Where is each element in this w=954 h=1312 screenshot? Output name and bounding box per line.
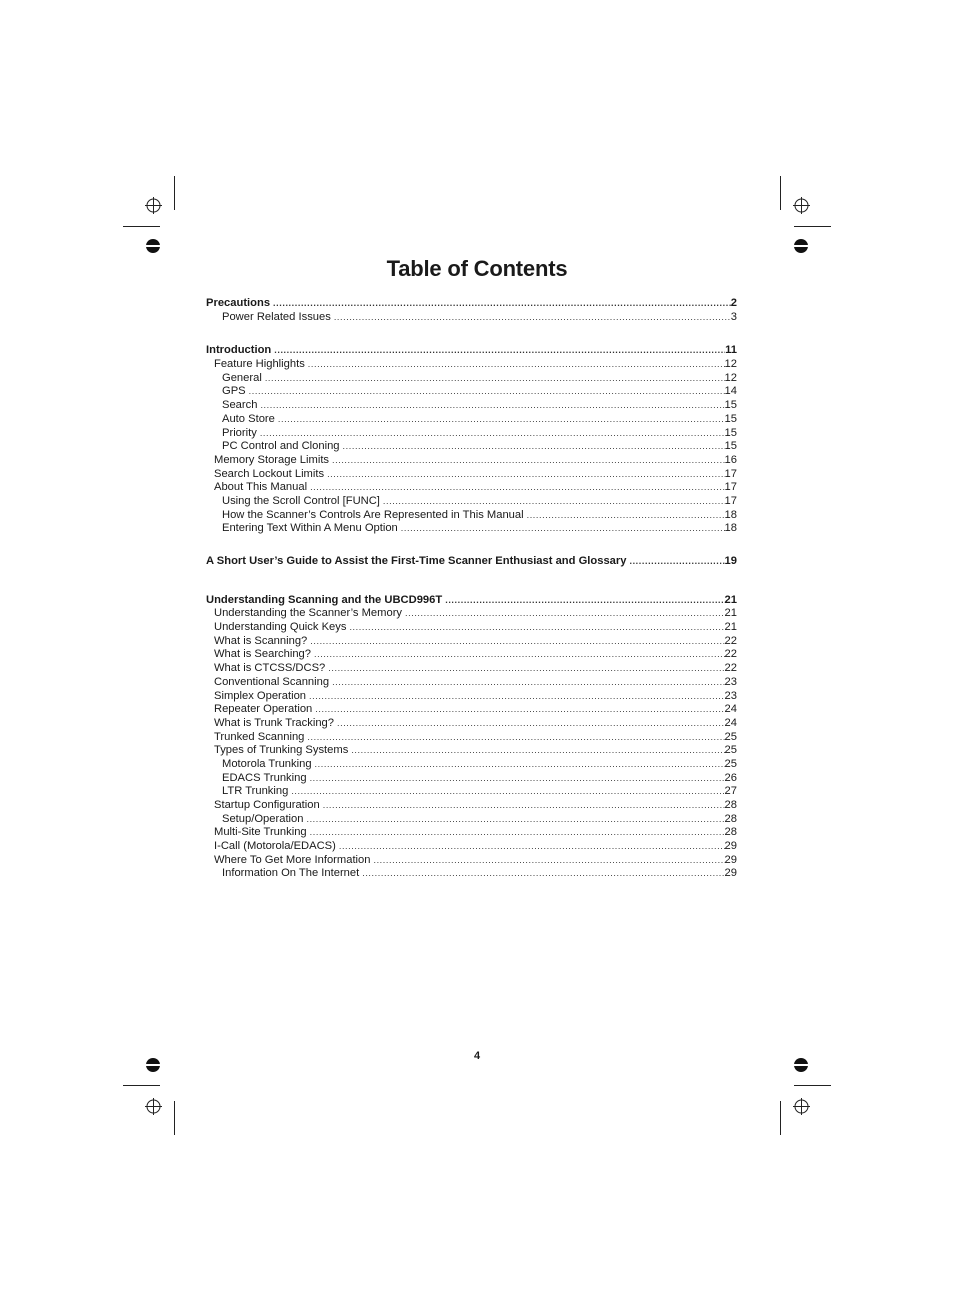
dot-leader bbox=[309, 690, 725, 704]
toc-entry[interactable] bbox=[206, 440, 737, 454]
dot-leader bbox=[291, 785, 724, 799]
dot-leader bbox=[273, 297, 731, 311]
toc-entry-label: Understanding the Scanner’s Memory bbox=[214, 607, 403, 620]
toc-entry-page: 18 bbox=[724, 508, 737, 521]
dot-leader bbox=[527, 509, 725, 523]
toc-section bbox=[206, 344, 737, 536]
toc-entry-page: 15 bbox=[724, 412, 737, 425]
toc-entry-label: Startup Configuration bbox=[214, 799, 320, 811]
toc-entry[interactable] bbox=[206, 662, 737, 676]
toc-entry-page: 21 bbox=[724, 593, 737, 606]
toc-entry-label: I-Call (Motorola/EDACS) bbox=[214, 840, 336, 853]
toc-entry-label: Using the Scroll Control [FUNC] bbox=[222, 494, 380, 507]
dot-leader bbox=[314, 648, 725, 662]
toc-entry[interactable] bbox=[206, 481, 737, 495]
toc-entry[interactable] bbox=[206, 594, 737, 608]
toc-entry[interactable] bbox=[206, 399, 737, 413]
toc-entry-page: 29 bbox=[724, 867, 737, 880]
toc-entry-label: About This Manual bbox=[214, 481, 308, 494]
dot-leader bbox=[351, 744, 724, 758]
registration-crosshair-icon bbox=[793, 1098, 810, 1115]
toc-entry-label: EDACS Trunking bbox=[222, 771, 307, 784]
toc-entry-label: What is Trunk Tracking? bbox=[214, 716, 334, 729]
dot-leader bbox=[339, 840, 725, 854]
toc-entry[interactable] bbox=[206, 840, 737, 854]
dot-leader bbox=[278, 413, 725, 427]
toc-entry[interactable] bbox=[206, 867, 737, 881]
toc-entry-page: 27 bbox=[724, 785, 737, 798]
toc-entry[interactable] bbox=[206, 621, 737, 635]
toc-entry-page: 19 bbox=[724, 555, 737, 567]
toc-entry-label: Repeater Operation bbox=[214, 703, 313, 716]
dot-leader bbox=[260, 427, 725, 441]
toc-entry-label: Conventional Scanning bbox=[214, 675, 330, 688]
toc-entry-page: 14 bbox=[724, 385, 737, 398]
toc-entry[interactable] bbox=[206, 648, 737, 662]
toc-entry-page: 23 bbox=[724, 689, 737, 702]
toc-entry[interactable] bbox=[206, 385, 737, 399]
crop-line bbox=[174, 176, 175, 210]
toc-entry[interactable] bbox=[206, 372, 737, 386]
toc-entry-page: 21 bbox=[724, 621, 737, 634]
toc-entry-label: Introduction bbox=[206, 344, 272, 357]
toc-entry-page: 12 bbox=[724, 371, 737, 384]
toc-entry-label: What is Scanning? bbox=[214, 634, 308, 647]
toc-entry-page: 21 bbox=[724, 607, 737, 620]
dot-leader bbox=[362, 867, 724, 881]
toc-entry-label: Search Lockout Limits bbox=[214, 467, 325, 480]
toc-entry[interactable] bbox=[206, 454, 737, 468]
toc-entry-page: 2 bbox=[730, 297, 737, 309]
toc-entry-page: 17 bbox=[724, 494, 737, 507]
registration-dot-icon bbox=[794, 239, 808, 253]
toc-entry-page: 22 bbox=[724, 648, 737, 661]
dot-leader bbox=[334, 311, 731, 325]
crop-line bbox=[174, 1101, 175, 1135]
toc-entry[interactable] bbox=[206, 854, 737, 868]
toc-entry-page: 25 bbox=[724, 757, 737, 770]
toc-entry-page: 28 bbox=[724, 799, 737, 811]
toc-entry-page: 12 bbox=[724, 358, 737, 371]
crop-line bbox=[123, 226, 160, 227]
toc-section bbox=[206, 555, 737, 569]
registration-crosshair-icon bbox=[793, 197, 810, 214]
dot-leader bbox=[310, 635, 724, 649]
dot-leader bbox=[308, 358, 725, 372]
dot-leader bbox=[315, 703, 724, 717]
toc-entry[interactable] bbox=[206, 690, 737, 704]
crop-line bbox=[794, 1085, 831, 1086]
toc-entry-label: Types of Trunking Systems bbox=[214, 744, 349, 757]
dot-leader bbox=[306, 813, 724, 827]
dot-leader bbox=[307, 731, 724, 745]
dot-leader bbox=[337, 717, 725, 731]
toc-section bbox=[206, 594, 737, 881]
toc-entry-label: What is CTCSS/DCS? bbox=[214, 662, 326, 675]
registration-dot-icon bbox=[146, 239, 160, 253]
toc-entry-label: Simplex Operation bbox=[214, 689, 307, 702]
dot-leader bbox=[260, 399, 724, 413]
dot-leader bbox=[629, 555, 724, 569]
toc-entry-label: Setup/Operation bbox=[222, 812, 304, 825]
toc-entry[interactable] bbox=[206, 344, 737, 358]
page-number: 4 bbox=[473, 1050, 481, 1062]
toc-entry-label: LTR Trunking bbox=[222, 785, 289, 798]
dot-leader bbox=[383, 495, 725, 509]
toc-entry-page: 25 bbox=[724, 744, 737, 757]
toc-entry[interactable] bbox=[206, 607, 737, 621]
toc-entry-page: 15 bbox=[724, 399, 737, 412]
toc-entry-page: 24 bbox=[724, 716, 737, 729]
toc-entry-label: Priority bbox=[222, 426, 257, 439]
toc-entry[interactable] bbox=[206, 799, 737, 813]
dot-leader bbox=[310, 826, 725, 840]
dot-leader bbox=[328, 662, 724, 676]
toc-entry[interactable] bbox=[206, 676, 737, 690]
crop-line bbox=[794, 226, 831, 227]
crop-line bbox=[780, 176, 781, 210]
toc-entry-label: How the Scanner’s Controls Are Represented in This Manual bbox=[222, 508, 524, 521]
dot-leader bbox=[349, 621, 724, 635]
toc-entry-label: A Short User’s Guide to Assist the First-Time Scanner Enthusiast and Glossary bbox=[206, 555, 627, 567]
toc-entry[interactable] bbox=[206, 311, 737, 325]
toc-entry[interactable] bbox=[206, 468, 737, 482]
toc-entry-label: Trunked Scanning bbox=[214, 730, 305, 743]
toc-entry[interactable] bbox=[206, 785, 737, 799]
toc-entry-page: 3 bbox=[730, 310, 737, 323]
toc-entry[interactable] bbox=[206, 731, 737, 745]
dot-leader bbox=[373, 854, 724, 868]
crop-line bbox=[780, 1101, 781, 1135]
toc-entry-page: 25 bbox=[724, 730, 737, 743]
toc-entry[interactable] bbox=[206, 509, 737, 523]
toc-entry-label: PC Control and Cloning bbox=[222, 440, 340, 453]
toc-entry-page: 15 bbox=[724, 440, 737, 453]
toc-entry-label: Search bbox=[222, 399, 258, 412]
dot-leader bbox=[315, 758, 725, 772]
toc-entry-label: Feature Highlights bbox=[214, 358, 305, 371]
toc-entry-label: Entering Text Within A Menu Option bbox=[222, 522, 398, 535]
page-title: Table of Contents bbox=[386, 256, 568, 281]
toc-entry-page: 22 bbox=[724, 634, 737, 647]
dot-leader bbox=[343, 440, 725, 454]
dot-leader bbox=[265, 372, 725, 386]
toc-entry-label: Power Related Issues bbox=[222, 310, 331, 323]
dot-leader bbox=[405, 607, 725, 621]
toc-entry-page: 28 bbox=[724, 812, 737, 825]
toc-entry-label: Understanding Scanning and the UBCD996T bbox=[206, 593, 443, 606]
toc-entry[interactable] bbox=[206, 427, 737, 441]
toc-entry-label: Precautions bbox=[206, 297, 271, 309]
crop-line bbox=[123, 1085, 160, 1086]
table-of-contents bbox=[206, 297, 737, 881]
toc-entry-label: Memory Storage Limits bbox=[214, 453, 330, 466]
toc-entry-label: Where To Get More Information bbox=[214, 853, 371, 866]
toc-entry-page: 29 bbox=[724, 840, 737, 853]
toc-entry-page: 22 bbox=[724, 662, 737, 675]
toc-entry-label: GPS bbox=[222, 385, 246, 398]
toc-entry[interactable] bbox=[206, 772, 737, 786]
toc-section bbox=[206, 297, 737, 324]
dot-leader bbox=[274, 344, 725, 358]
toc-entry[interactable] bbox=[206, 635, 737, 649]
toc-entry-page: 29 bbox=[724, 853, 737, 866]
dot-leader bbox=[401, 522, 725, 536]
dot-leader bbox=[310, 772, 725, 786]
dot-leader bbox=[332, 676, 724, 690]
dot-leader bbox=[249, 385, 725, 399]
toc-entry-page: 16 bbox=[724, 453, 737, 466]
toc-entry-page: 28 bbox=[724, 826, 737, 839]
toc-entry[interactable] bbox=[206, 522, 737, 536]
toc-entry[interactable] bbox=[206, 813, 737, 827]
registration-crosshair-icon bbox=[145, 197, 162, 214]
dot-leader bbox=[323, 799, 725, 813]
toc-entry[interactable] bbox=[206, 413, 737, 427]
toc-entry-label: What is Searching? bbox=[214, 648, 312, 661]
dot-leader bbox=[445, 594, 724, 608]
toc-entry-label: Auto Store bbox=[222, 412, 275, 425]
toc-entry-page: 23 bbox=[724, 675, 737, 688]
toc-entry[interactable] bbox=[206, 358, 737, 372]
toc-entry-label: Motorola Trunking bbox=[222, 757, 312, 770]
toc-entry-page: 15 bbox=[724, 426, 737, 439]
toc-entry[interactable] bbox=[206, 297, 737, 311]
toc-entry[interactable] bbox=[206, 717, 737, 731]
toc-entry-page: 26 bbox=[724, 771, 737, 784]
toc-entry[interactable] bbox=[206, 744, 737, 758]
toc-entry[interactable] bbox=[206, 495, 737, 509]
toc-entry-page: 24 bbox=[724, 703, 737, 716]
toc-entry[interactable] bbox=[206, 826, 737, 840]
toc-entry-label: Multi-Site Trunking bbox=[214, 826, 307, 839]
toc-entry-page: 17 bbox=[724, 467, 737, 480]
toc-entry[interactable] bbox=[206, 703, 737, 717]
registration-crosshair-icon bbox=[145, 1098, 162, 1115]
dot-leader bbox=[310, 481, 724, 495]
toc-entry-page: 18 bbox=[724, 522, 737, 535]
toc-entry[interactable] bbox=[206, 758, 737, 772]
toc-entry-label: Understanding Quick Keys bbox=[214, 621, 347, 634]
dot-leader bbox=[327, 468, 724, 482]
toc-entry-page: 17 bbox=[724, 481, 737, 494]
toc-entry-label: General bbox=[222, 371, 262, 384]
dot-leader bbox=[332, 454, 725, 468]
toc-entry-page: 11 bbox=[725, 344, 737, 357]
toc-entry-label: Information On The Internet bbox=[222, 867, 360, 880]
toc-entry[interactable] bbox=[206, 555, 737, 569]
